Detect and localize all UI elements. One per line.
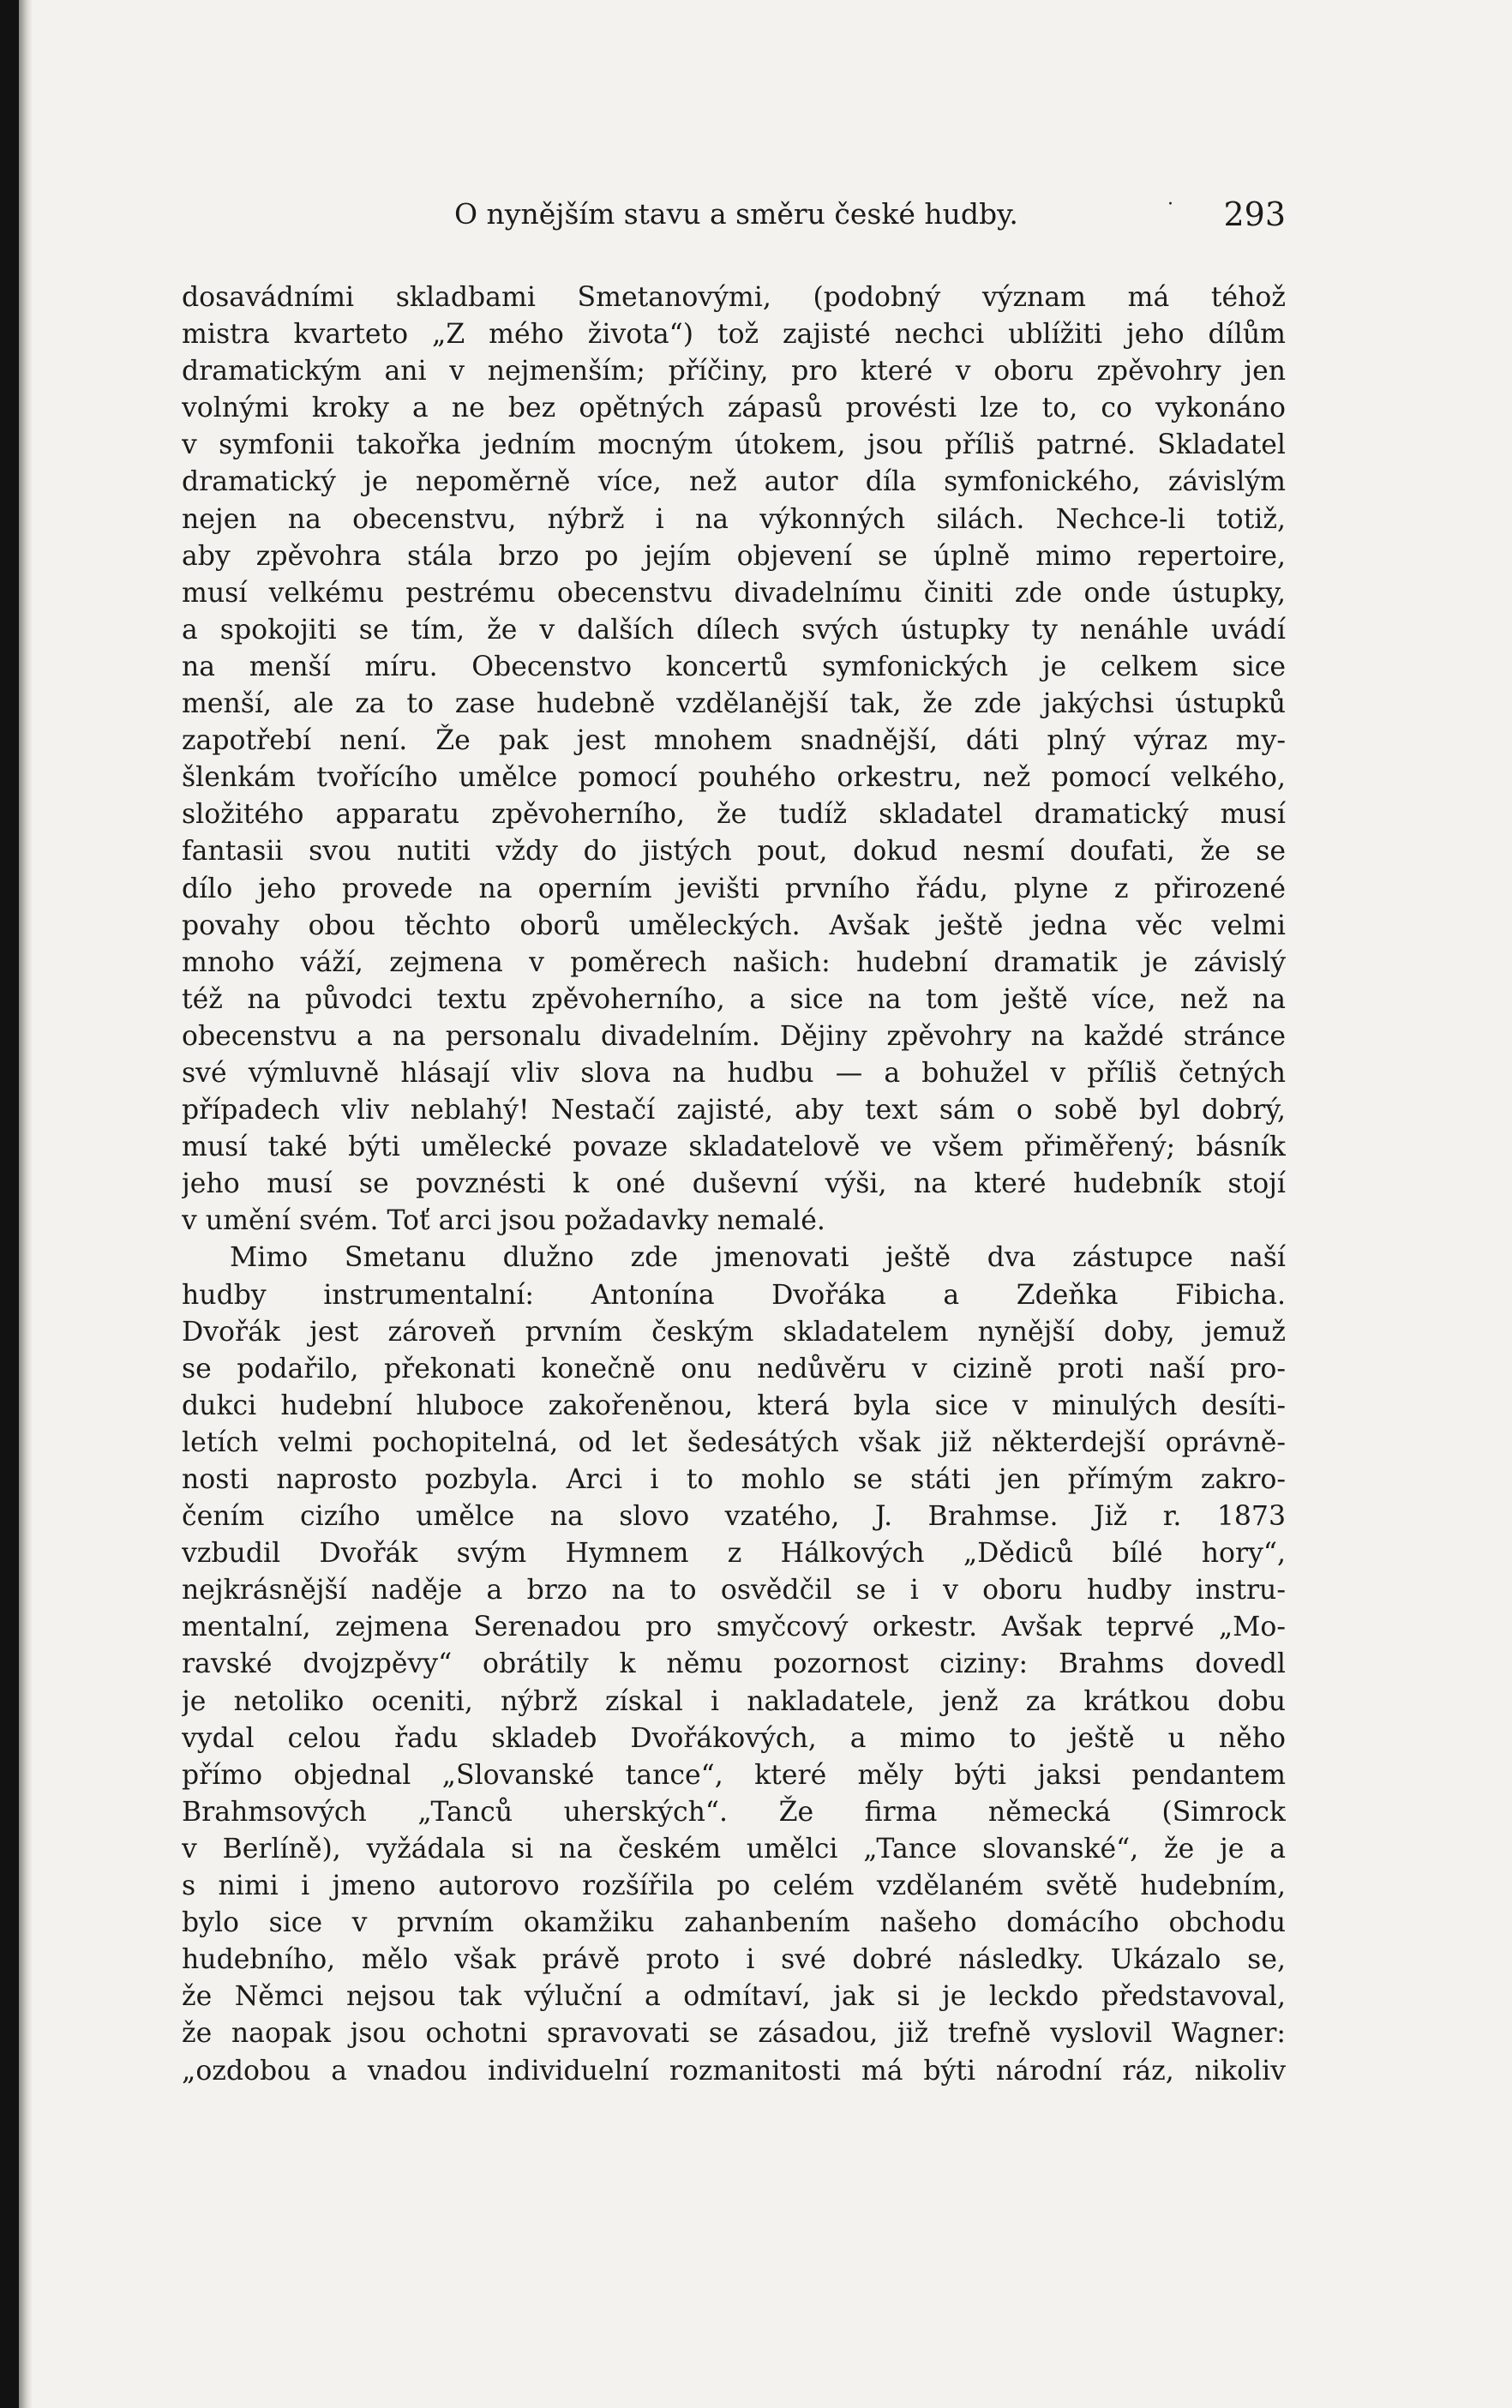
- text-line: se podařilo, překonati konečně onu nedůvěru v cizině proti naší pro-: [182, 1353, 1286, 1384]
- text-line: volnými kroky a ne bez opětných zápasů provésti lze to, co vykonáno: [182, 393, 1286, 424]
- text-line: nejen na obecenstvu, nýbrž i na výkonných silách. Nechce-li totiž,: [182, 503, 1286, 535]
- text-line: letích velmi pochopitelná, od let šedesátých však již některdejší oprávně-: [182, 1426, 1286, 1458]
- text-line: mistra kvarteto „Z mého života“) tož zajisté nechci ublížiti jeho dílům: [182, 319, 1286, 351]
- text-line: vydal celou řadu skladeb Dvořákových, a mimo to ještě u něho: [182, 1722, 1286, 1754]
- scan-border-shadow: [19, 0, 33, 2408]
- text-line: přímo objednal „Slovanské tance“, které měly býti jaksi pendantem: [182, 1759, 1286, 1791]
- text-line: je netoliko oceniti, nýbrž získal i nakladatele, jenž za krátkou dobu: [182, 1685, 1286, 1717]
- text-line: v Berlíně), vyžádala si na českém umělci „Tance slovanské“, že je a: [182, 1833, 1286, 1865]
- header-separator: ·: [1167, 194, 1173, 215]
- text-line: musí také býti umělecké povaze skladatelově ve všem přiměřený; básník: [182, 1132, 1286, 1163]
- text-line: složitého apparatu zpěvoherního, že tudíž skladatel dramatický musí: [182, 799, 1286, 831]
- text-line: menší, ale za to zase hudebně vzdělanější tak, že zde jakýchsi ústupků: [182, 688, 1286, 720]
- running-head: [182, 190, 1286, 242]
- text-line: fantasii svou nutiti vždy do jistých pout, dokud nesmí doufati, že se: [182, 836, 1286, 868]
- text-line: nosti naprosto pozbyla. Arci i to mohlo se státi jen přímým zakro-: [182, 1464, 1286, 1495]
- text-line: dosavádními skladbami Smetanovými, (podobný význam má téhož: [182, 282, 1286, 313]
- paragraph-start-line: Mimo Smetanu dlužno zde jmenovati ještě dva zástupce naší: [230, 1242, 1286, 1274]
- text-line: zapotřebí není. Že pak jest mnohem snadnější, dáti plný výraz my-: [182, 725, 1286, 757]
- text-line: dukci hudební hluboce zakořeněnou, která byla sice v minulých desíti-: [182, 1390, 1286, 1421]
- text-line: vzbudil Dvořák svým Hymnem z Hálkových „Dědiců bílé hory“,: [182, 1538, 1286, 1570]
- body-text: [182, 279, 1286, 2090]
- text-line: povahy obou těchto oborů uměleckých. Avšak ještě jedna věc velmi: [182, 910, 1286, 941]
- text-line: aby zpěvohra stála brzo po jejím objevení se úplně mimo repertoire,: [182, 540, 1286, 572]
- text-line: dramatický je nepoměrně více, než autor díla symfonického, závislým: [182, 466, 1286, 498]
- text-line: též na původci textu zpěvoherního, a sice na tom ještě více, než na: [182, 983, 1286, 1015]
- text-line: nejkrásnější naděje a brzo na to osvědčil se i v oboru hudby instru-: [182, 1575, 1286, 1606]
- text-line: dramatickým ani v nejmenším; příčiny, pro které v oboru zpěvohry jen: [182, 356, 1286, 387]
- text-line: že Němci nejsou tak výluční a odmítaví, jak si je leckdo představoval,: [182, 1981, 1286, 2013]
- text-line: mentalní, zejmena Serenadou pro smyčcový orkestr. Avšak teprvé „Mo-: [182, 1612, 1286, 1643]
- text-line: Brahmsových „Tanců uherských“. Že firma německá (Simrock: [182, 1796, 1286, 1828]
- text-line: na menší míru. Obecenstvo koncertů symfonických je celkem sice: [182, 651, 1286, 682]
- scan-border: [0, 0, 19, 2408]
- book-page: [182, 190, 1286, 2090]
- text-line: musí velkému pestrému obecenstvu divadelnímu činiti zde onde ústupky,: [182, 577, 1286, 609]
- text-line: hudby instrumentalní: Antonína Dvořáka a Zdeňka Fibicha.: [182, 1279, 1286, 1311]
- text-line: bylo sice v prvním okamžiku zahanbením našeho domácího obchodu: [182, 1907, 1286, 1939]
- text-line: ravské dvojzpěvy“ obrátily k němu pozornost ciziny: Brahms dovedl: [182, 1648, 1286, 1680]
- running-title: O nynějším stavu a směru české hudby.: [454, 197, 1018, 231]
- text-line: „ozdobou a vnadou individuelní rozmanitosti má býti národní ráz, nikoliv: [182, 2055, 1286, 2087]
- text-line: hudebního, mělo však právě proto i své dobré následky. Ukázalo se,: [182, 1944, 1286, 1976]
- text-line: mnoho váží, zejmena v poměrech našich: hudební dramatik je závislý: [182, 946, 1286, 978]
- text-line: v symfonii takořka jedním mocným útokem, jsou příliš patrné. Skladatel: [182, 429, 1286, 461]
- text-line: své výmluvně hlásají vliv slova na hudbu — a bohužel v příliš četných: [182, 1057, 1286, 1089]
- text-line: s nimi i jmeno autorovo rozšířila po celém vzdělaném světě hudebním,: [182, 1871, 1286, 1902]
- text-line: obecenstvu a na personalu divadelním. Dějiny zpěvohry na každé stránce: [182, 1020, 1286, 1052]
- text-line: v umění svém. Toť arci jsou požadavky nemalé.: [182, 1205, 825, 1237]
- text-line: případech vliv neblahý! Nestačí zajisté, aby text sám o sobě byl dobrý,: [182, 1095, 1286, 1126]
- text-line: Dvořák jest zároveň prvním českým skladatelem nynější doby, jemuž: [182, 1316, 1286, 1348]
- text-line: jeho musí se povznésti k oné duševní výši, na které hudebník stojí: [182, 1168, 1286, 1200]
- page-number: 293: [1223, 195, 1286, 233]
- text-line: čením cizího umělce na slovo vzatého, J. Brahmse. Již r. 1873: [182, 1501, 1286, 1533]
- text-line: a spokojiti se tím, že v dalších dílech svých ústupky ty nenáhle uvádí: [182, 614, 1286, 646]
- text-line: dílo jeho provede na operním jevišti prvního řádu, plyne z přirozené: [182, 873, 1286, 904]
- text-line: šlenkám tvořícího umělce pomocí pouhého orkestru, než pomocí velkého,: [182, 762, 1286, 794]
- text-line: že naopak jsou ochotni spravovati se zásadou, již trefně vyslovil Wagner:: [182, 2018, 1286, 2050]
